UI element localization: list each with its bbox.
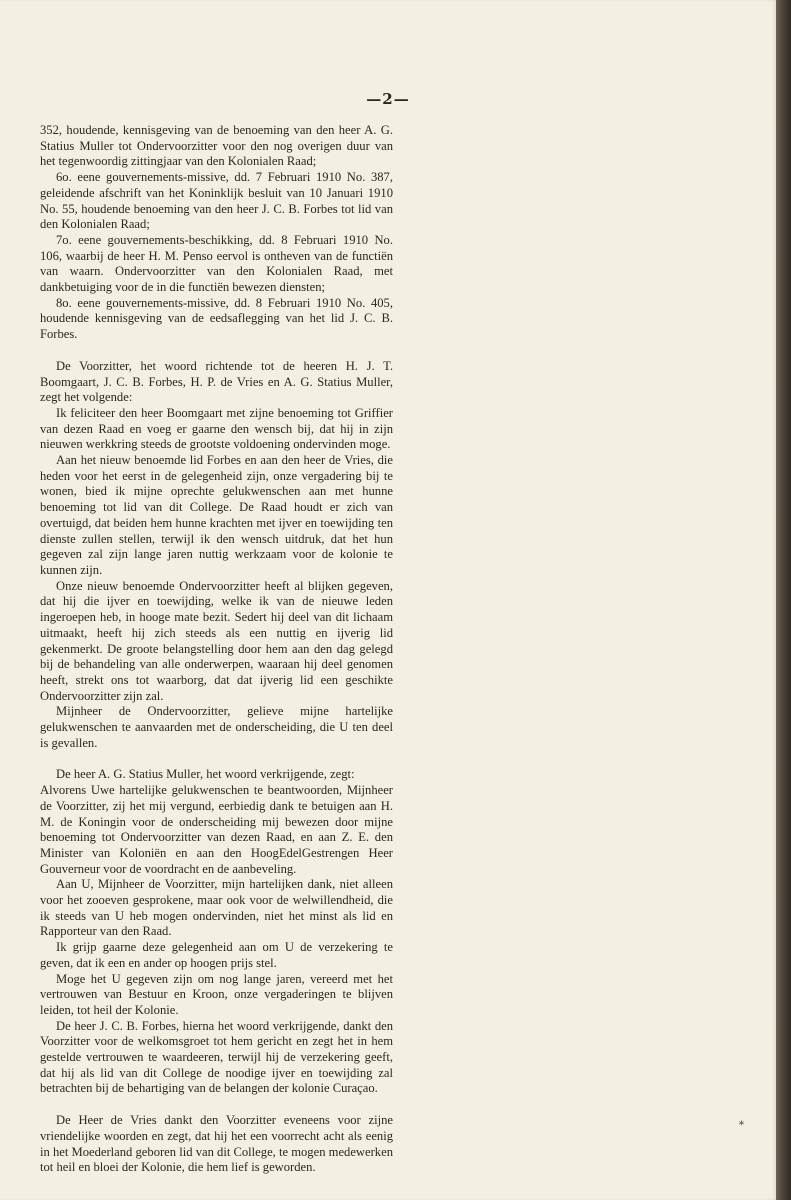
paragraph: 7o. eene gouvernements-beschikking, dd. 8 Februari 1910 No. 106, waarbij de heer H. M. Penso eervol is ontheven van de functiën van waarn. Ondervoorzitter van den Kolonialen Raad, met dankbetuiging voor de in die functiën bewezen diensten; xyxy=(40,232,393,295)
paragraph: De Heer de Vries dankt den Voorzitter eveneens voor zijne vriendelijke woorden en zegt, dat hij het een voorrecht acht als eenig in het Moederland geboren lid van dit College, te mogen medewerken tot heil en bloei der Kolonie, die hem lief is geworden. xyxy=(40,1113,393,1175)
paragraph: Aan U, Mijnheer de Voorzitter, mijn hartelijken dank, niet alleen voor het zooeven gesprokene, maar ook voor de welwillendheid, die ik steeds van U heb mogen ondervinden, niet het minst als lid en Rapporteur van den Raad. xyxy=(40,877,393,939)
section-gap xyxy=(40,751,393,767)
paragraph: De Voorzitter, het woord richtende tot de heeren H. J. T. Boomgaart, J. C. B. Forbes, H. P. de Vries en A. G. Statius Muller, zegt het volgende: xyxy=(40,358,393,405)
paragraph: Aan het nieuw benoemde lid Forbes en aan den heer de Vries, die heden voor het eerst in de gelegenheid zijn, onze vergadering bij te wonen, bied ik mijne oprechte gelukwenschen aan met hunne benoeming tot lid van dit College. De Raad houdt er zich van overtuigd, dat beiden hem hunne krachten met ijver en toewijding ten dienste zullen stellen, terwijl ik den wensch uitdruk, dat het hun gegeven zal zijn lange jaren nuttig werkzaam voor de kolonie te kunnen zijn. xyxy=(40,453,393,577)
paragraph: 8o. eene gouvernements-missive, dd. 8 Februari 1910 No. 405, houdende kennisgeving van de eedsaflegging van het lid J. C. B. Forbes. xyxy=(40,295,393,342)
paragraph: Ik feliciteer den heer Boomgaart met zijne benoeming tot Griffier van dezen Raad en voeg er gaarne den wensch bij, dat hij in zijn nieuwen werkkring steeds de grootste voldoening ondervinden moge. xyxy=(40,405,393,452)
body-text xyxy=(40,123,393,1176)
paragraph: Ik grijp gaarne deze gelegenheid aan om U de verzekering te geven, dat ik een en ander op hoogen prijs stel. xyxy=(40,940,393,970)
paragraph: Mijnheer de Ondervoorzitter, gelieve mijne hartelijke gelukwenschen te aanvaarden met de onderscheiding, die U ten deel is gevallen. xyxy=(40,704,393,750)
asterisk-mark: * xyxy=(739,1120,744,1131)
paragraph: Onze nieuw benoemde Ondervoorzitter heeft al blijken gegeven, dat hij die ijver en toewijding, welke ik van de nieuwe leden ingeroepen heb, in hooge mate bezit. Sedert hij deel van dit lichaam uitmaakt, heeft hij zich steeds als een nuttig en ijverig lid gekenmerkt. De groote belangstelling door hem aan den dag gelegd bij de behandeling van alle onderwerpen, waaraan hij deel genomen heeft, strekt ons tot waarborg, dat dat ijverig lid een geschikte Ondervoorzitter zijn zal. xyxy=(40,578,393,703)
paragraph: 6o. eene gouvernements-missive, dd. 7 Februari 1910 No. 387, geleidende afschrift van het Koninklijk besluit van 10 Januari 1910 No. 55, houdende benoeming van den heer J. C. B. Forbes tot lid van den Kolonialen Raad; xyxy=(40,170,393,232)
paragraph: Moge het U gegeven zijn om nog lange jaren, vereerd met het vertrouwen van Bestuur en Kroon, onze vergaderingen te blijven leiden, tot heil der Kolonie. xyxy=(40,971,393,1017)
page-number: —2— xyxy=(366,90,410,108)
paragraph: De heer A. G. Statius Muller, het woord verkrijgende, zegt: xyxy=(56,767,355,782)
paragraph: Alvorens Uwe hartelijke gelukwenschen te beantwoorden, Mijnheer de Voorzitter, zij het mij vergund, eerbiedig dank te betuigen aan H. M. de Koningin voor de onderscheiding mij bewezen door mijne benoeming tot Ondervoorzitter van dezen Raad, en aan Z. E. den Minister van Koloniën en aan den HoogEdelGestrengen Heer Gouverneur voor de voordracht en de aanbeveling. xyxy=(40,783,393,876)
paragraph: 352, houdende, kennisgeving van de benoeming van den heer A. G. Statius Muller tot Ondervoorzitter voor den nog overigen duur van het tegenwoordig zittingjaar van den Kolonialen Raad; xyxy=(40,123,393,169)
book-spine xyxy=(776,0,791,1200)
paragraph: De heer J. C. B. Forbes, hierna het woord verkrijgende, dankt den Voorzitter voor de welkomsgroet tot hem gericht en zegt het in hem gestelde vertrouwen te waardeeren, terwijl hij de verzekering geeft, dat hij als lid van dit College de noodige ijver en toewijding zal betrachten bij de behartiging van de belangen der kolonie Curaçao. xyxy=(40,1018,393,1096)
section-gap xyxy=(40,343,393,359)
section-gap xyxy=(40,1097,393,1113)
